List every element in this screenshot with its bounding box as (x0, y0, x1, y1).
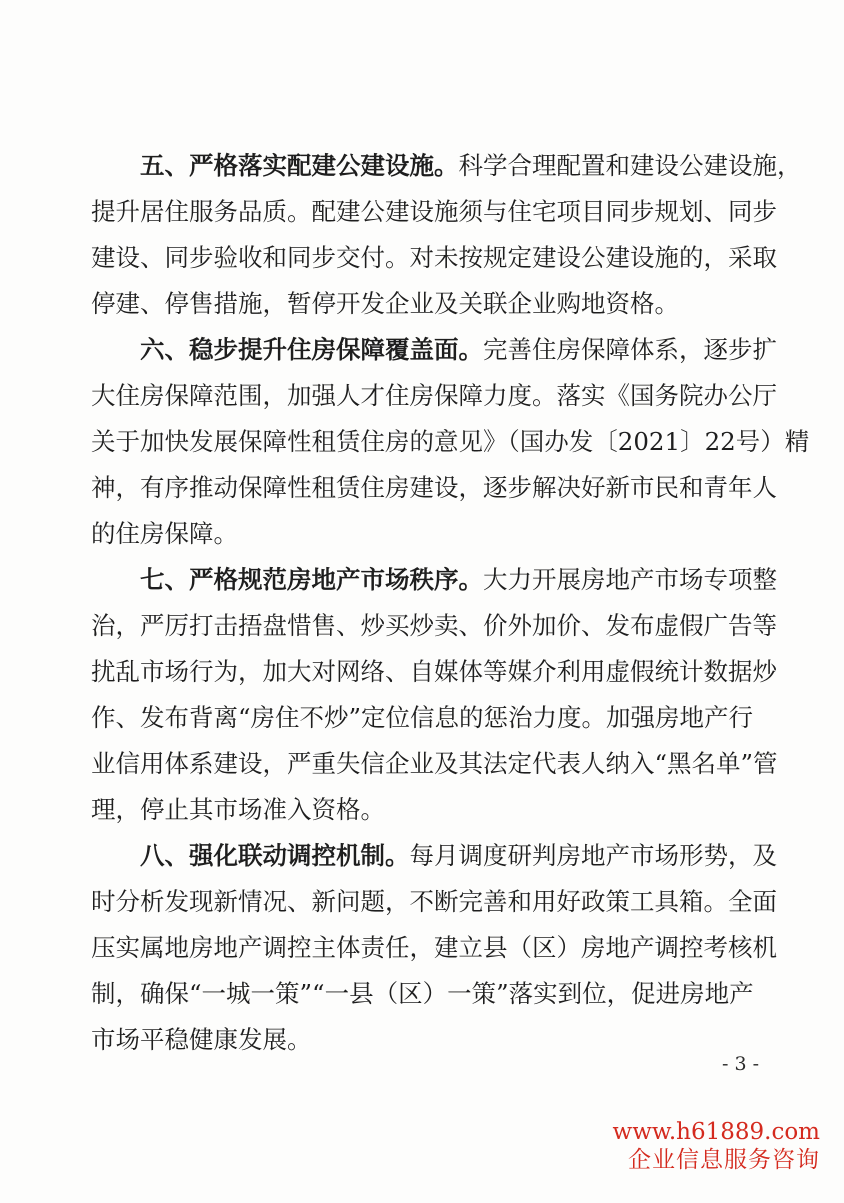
paragraph-line: 市场平稳健康发展。 (91, 1025, 312, 1054)
watermark (613, 1118, 820, 1174)
paragraph-7 (91, 557, 778, 833)
watermark-name: 企业信息服务咨询 (628, 1147, 820, 1173)
paragraph-line: 建设、同步验收和同步交付。对未按规定建设公建设施的，采取 (91, 243, 777, 272)
document-body (91, 143, 810, 1063)
paragraph-line: 作、发布背离“房住不炒”定位信息的惩治力度。加强房地产行 (91, 703, 754, 732)
paragraph-8 (91, 833, 777, 1063)
paragraph-text: 每月调度研判房地产市场形势，及 (409, 841, 777, 870)
paragraph-line: 治，严厉打击捂盘惜售、炒买炒卖、价外加价、发布虚假广告等 (91, 611, 777, 640)
paragraph-heading: 七、严格规范房地产市场秩序。 (140, 565, 483, 594)
paragraph-line (91, 833, 777, 879)
paragraph-heading: 八、强化联动调控机制。 (140, 841, 410, 870)
paragraph-6 (91, 327, 810, 557)
paragraph-line (91, 327, 777, 373)
paragraph-line: 制，确保“一城一策”“一县（区）一策”落实到位，促进房地产 (91, 979, 754, 1008)
paragraph-line: 理，停止其市场准入资格。 (91, 795, 385, 824)
paragraph-line (91, 143, 802, 189)
paragraph-text: 科学合理配置和建设公建设施， (458, 151, 802, 180)
paragraph-line (91, 557, 777, 603)
paragraph-line: 关于加快发展保障性租赁住房的意见》（国办发〔2021〕22号）精 (91, 427, 810, 456)
paragraph-text: 完善住房保障体系，逐步扩 (483, 335, 777, 364)
paragraph-heading: 五、严格落实配建公建设施。 (140, 151, 459, 180)
paragraph-5 (91, 143, 802, 327)
paragraph-line: 业信用体系建设，严重失信企业及其法定代表人纳入“黑名单”管 (91, 749, 778, 778)
paragraph-line: 停建、停售措施，暂停开发企业及关联企业购地资格。 (91, 289, 679, 318)
paragraph-line: 大住房保障范围，加强人才住房保障力度。落实《国务院办公厅 (91, 381, 777, 410)
paragraph-heading: 六、稳步提升住房保障覆盖面。 (140, 335, 483, 364)
paragraph-text: 大力开展房地产市场专项整 (483, 565, 777, 594)
paragraph-line: 神，有序推动保障性租赁住房建设，逐步解决好新市民和青年人 (91, 473, 777, 502)
paragraph-line: 时分析发现新情况、新问题，不断完善和用好政策工具箱。全面 (91, 887, 777, 916)
watermark-url: www.h61889.com (612, 1119, 820, 1145)
paragraph-line: 的住房保障。 (91, 519, 238, 548)
paragraph-line: 提升居住服务品质。配建公建设施须与住宅项目同步规划、同步 (91, 197, 777, 226)
page-number: - 3 - (722, 1053, 760, 1075)
paragraph-line: 压实属地房地产调控主体责任，建立县（区）房地产调控考核机 (91, 933, 777, 962)
paragraph-line: 扰乱市场行为，加大对网络、自媒体等媒介利用虚假统计数据炒 (91, 657, 777, 686)
